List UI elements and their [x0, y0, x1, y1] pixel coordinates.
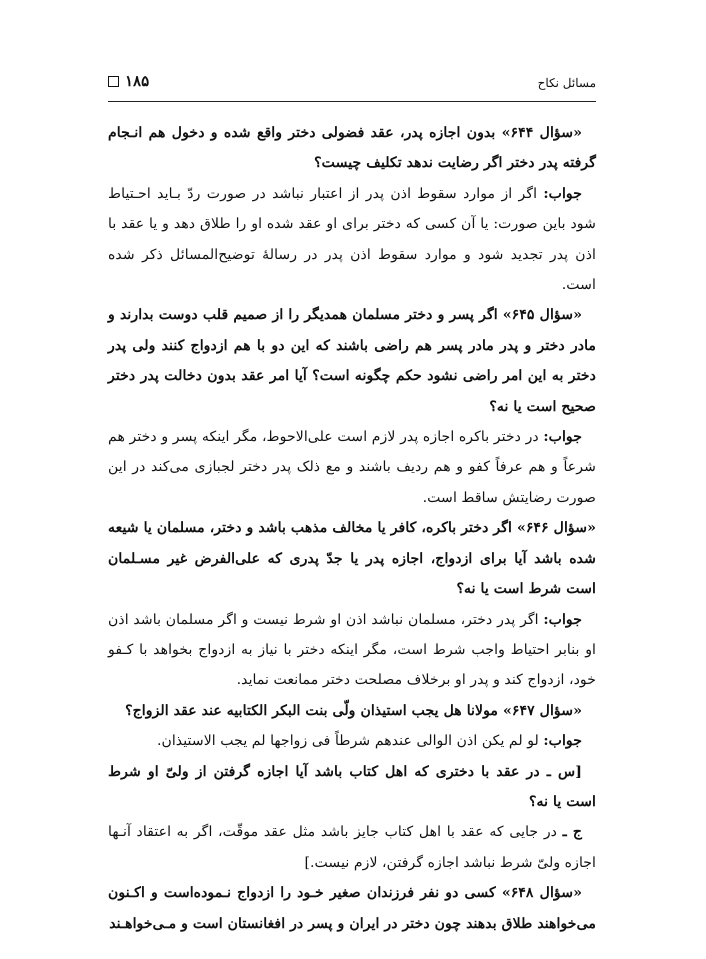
- answer-label: جواب:: [543, 429, 582, 446]
- answer-label: جواب:: [543, 611, 582, 628]
- question-label: «سؤال ۶۴۶»: [516, 520, 597, 537]
- bracketed-question: [س ـ در عقد با دختری که اهل کتاب باشد آیا اجازه گرفتن از ولیّ او شرط است یا نه؟: [108, 763, 596, 810]
- answer-text: اگر از موارد سقوط اذن پدر از اعتبار نباشد در صورت ردّ بـاید احـتیاط شود باین صورت: یا آن کسی که دختر برای او عقد شده او را طلاق دهد و یا عقد با اذن پدر تجدید شود و موارد سقوط اذن پدر در رسالهٔ توضیح‌المسائل ذکر شده است.: [108, 185, 596, 294]
- answer-text: در دختر باکره اجازه پدر لازم است علی‌الاحوط، مگر اینکه پسر و دختر هم شرعاً و هم عرفاً کفو و هم ردیف باشند و مع ذلک پدر دختر لجبازی می‌کند در این صورت رضایتش ساقط است.: [108, 429, 596, 506]
- question-text: بدون اجازه پدر، عقد فضولی دختر واقع شده و دخول هم انـجام گرفته پدر دختر اگر رضایت ندهد تکلیف چیست؟: [108, 125, 596, 172]
- body-text: [108, 118, 596, 939]
- running-title: مسائل نکاح: [537, 76, 596, 90]
- question-text: مولانا هل یجب استیذان ولّی بنت البکر الکتابیه عند عقد الزواج؟: [125, 702, 503, 719]
- answer-text: اگر پدر دختر، مسلمان نباشد اذن او شرط نیست و اگر مسلمان باشد اذن او بنابر احتیاط واجب شرط است، مگر اینکه دختر با نیاز به ازدواج بخواهد با کـفو خود، ازدواج کند و پدر او برخلاف مصلحت دختر ممانعت نماید.: [108, 611, 596, 689]
- square-ornament-icon: [108, 76, 119, 87]
- question-645: [108, 300, 596, 422]
- question-label: «سؤال ۶۴۴»: [501, 125, 582, 141]
- question-647: [108, 696, 596, 726]
- header-divider: [108, 101, 596, 102]
- question-text: کسی دو نفر فرزندان صغیر خـود را ازدواج نـموده‌است و اکـنون می‌خواهند طلاق بدهند چون دختر در ایران و پسر در افغانستان است و مـی‌خواهـند: [108, 885, 596, 932]
- question-text: اگر دختر باکره، کافر یا مخالف مذهب باشد و دختر، مسلمان یا شیعه شده باشد آیا برای ازدواج، اجازه پدر یا جدّ پدری که علی‌الفرض غیر مسـلمان است شرط است یا نه؟: [108, 520, 596, 598]
- question-label: «سؤال ۶۴۸»: [501, 885, 582, 902]
- question-648: [108, 878, 596, 939]
- page-number-area: [108, 72, 149, 90]
- question-label: «سؤال ۶۴۵»: [502, 307, 582, 324]
- answer-label: ج ـ: [562, 824, 582, 841]
- answer-label: جواب:: [543, 185, 582, 202]
- page-header: [108, 70, 596, 94]
- answer-text: لو لم یکن اذن الوالی عندهم شرطاً فی زواجها لم یجب الاستیذان.: [156, 733, 544, 750]
- answer-645: [108, 422, 596, 513]
- answer-646: [108, 605, 596, 696]
- question-label: «سؤال ۶۴۷»: [502, 702, 582, 719]
- answer-label: جواب:: [543, 733, 582, 750]
- bracketed-answer: [108, 817, 596, 878]
- question-646: [108, 513, 596, 604]
- answer-647: [108, 726, 596, 756]
- page-number: ۱۸۵: [125, 72, 150, 90]
- answer-644: [108, 179, 596, 301]
- question-644: [108, 118, 596, 179]
- question-text: اگر پسر و دختر مسلمان همدیگر را از صمیم قلب دوست بدارند و مادر دختر و پدر مادر پسر هم راضی باشند که این دو با هم ازدواج کنند ولی پدر دختر به این امر راضی نشود حکم چگونه است؟ آیا امر عقد بدون دخالت پدر دختر صحیح است یا نه؟: [108, 307, 596, 415]
- answer-text: در جایی که عقد با اهل کتاب جایز باشد مثل عقد موقّت، اگر به اعتقاد آنـها اجازه ولیّ شرط نباشد اجازه گرفتن، لازم نیست.]: [108, 824, 596, 871]
